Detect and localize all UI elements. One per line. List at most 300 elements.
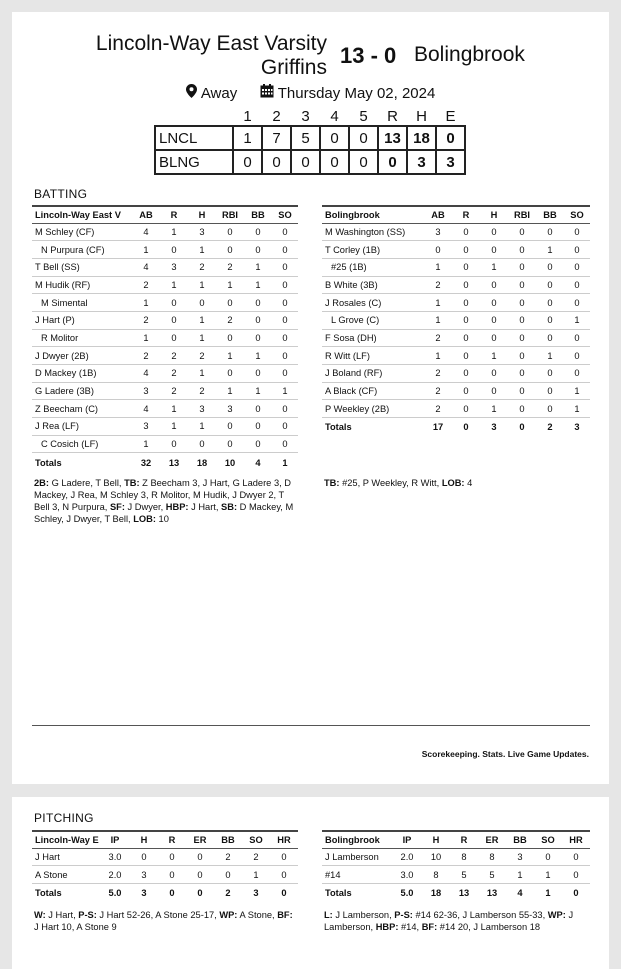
home-batting-stat-cell: 1 bbox=[188, 418, 216, 436]
away-batting-stat-cell: 1 bbox=[480, 258, 508, 276]
home-pitching-header-cell: Lincoln-Way E bbox=[32, 831, 100, 848]
away-batting-stat-cell: 0 bbox=[424, 241, 452, 259]
home-batting-stat-cell: 0 bbox=[244, 329, 272, 347]
home-batting-player-name: D Mackey (1B) bbox=[32, 365, 132, 383]
away-batting-stat-cell: 0 bbox=[536, 223, 564, 241]
home-pitching-header-cell: ER bbox=[186, 831, 214, 848]
away-batting-row bbox=[322, 329, 590, 347]
away-batting-stat-cell: 0 bbox=[536, 382, 564, 400]
linescore-cell: 5 bbox=[291, 126, 320, 150]
away-batting-stat-cell: 0 bbox=[508, 276, 536, 294]
home-pitching-stat-cell: 0 bbox=[158, 848, 186, 866]
batting-section-title: BATTING bbox=[34, 187, 88, 201]
away-pitching-stat-cell: 8 bbox=[450, 848, 478, 866]
note-text: 10 bbox=[155, 514, 169, 524]
home-batting-row bbox=[32, 258, 298, 276]
away-pitching-totals-cell: 4 bbox=[506, 883, 534, 902]
note-text: D Mackey, M Schley, J Dwyer, T Bell, bbox=[34, 502, 294, 524]
note-text: J Lamberson, bbox=[324, 910, 574, 932]
note-label: LOB: bbox=[441, 478, 465, 488]
away-batting-stat-cell: 0 bbox=[452, 382, 480, 400]
away-batting-totals-cell: 2 bbox=[536, 418, 564, 437]
away-batting-row bbox=[322, 347, 590, 365]
away-batting-stat-cell: 0 bbox=[508, 382, 536, 400]
away-batting-row bbox=[322, 276, 590, 294]
home-batting-stat-cell: 2 bbox=[188, 258, 216, 276]
home-batting-totals-cell: 32 bbox=[132, 453, 160, 472]
away-batting-stat-cell: 1 bbox=[564, 311, 590, 329]
away-batting-stat-cell: 0 bbox=[536, 258, 564, 276]
linescore-cell: 18 bbox=[407, 126, 436, 150]
home-batting-totals-row bbox=[32, 453, 298, 472]
away-batting-notes bbox=[324, 477, 586, 489]
home-pitching-stat-cell: 0 bbox=[214, 866, 242, 884]
home-team-name-line1: Lincoln-Way East Varsity bbox=[95, 32, 327, 55]
home-pitching-totals-cell: 3 bbox=[130, 883, 158, 902]
linescore-header-cell: 4 bbox=[330, 107, 339, 125]
away-batting-header-cell: AB bbox=[424, 206, 452, 223]
linescore-cell: 7 bbox=[262, 126, 291, 150]
home-batting-stat-cell: 0 bbox=[244, 223, 272, 241]
calendar-icon bbox=[260, 84, 274, 102]
home-batting-stat-cell: 1 bbox=[216, 347, 244, 365]
away-pitching-stat-cell: 10 bbox=[422, 848, 450, 866]
away-pitching-stat-cell: 8 bbox=[422, 866, 450, 884]
home-batting-stat-cell: 0 bbox=[272, 400, 298, 418]
location-label: Away bbox=[200, 84, 238, 102]
away-pitching-row bbox=[322, 848, 590, 866]
home-pitching-totals-cell: 5.0 bbox=[100, 883, 130, 902]
away-batting-stat-cell: 0 bbox=[564, 365, 590, 383]
home-batting-stat-cell: 0 bbox=[272, 311, 298, 329]
home-batting-stat-cell: 2 bbox=[160, 382, 188, 400]
note-text: 4 bbox=[464, 478, 473, 488]
note-label: WP: bbox=[547, 910, 566, 920]
note-label: P-S: bbox=[394, 910, 413, 920]
away-pitching-stat-cell: 5 bbox=[450, 866, 478, 884]
home-batting-stat-cell: 0 bbox=[244, 311, 272, 329]
home-pitching-row bbox=[32, 866, 298, 884]
home-batting-stat-cell: 3 bbox=[188, 223, 216, 241]
away-pitching-totals-cell: 5.0 bbox=[392, 883, 422, 902]
away-batting-totals-cell: 3 bbox=[564, 418, 590, 437]
home-batting-stat-cell: 1 bbox=[244, 258, 272, 276]
away-pitching-stat-cell: 5 bbox=[478, 866, 506, 884]
away-batting-stat-cell: 2 bbox=[424, 329, 452, 347]
away-pitching-stat-cell: 0 bbox=[562, 866, 590, 884]
away-batting-row bbox=[322, 311, 590, 329]
home-batting-stat-cell: 1 bbox=[244, 382, 272, 400]
away-batting-stat-cell: 0 bbox=[564, 223, 590, 241]
home-batting-stat-cell: 3 bbox=[216, 400, 244, 418]
away-batting-row bbox=[322, 365, 590, 383]
note-label: 2B: bbox=[34, 478, 49, 488]
home-batting-row bbox=[32, 365, 298, 383]
away-batting-stat-cell: 3 bbox=[424, 223, 452, 241]
linescore-cell: 0 bbox=[233, 150, 262, 174]
away-pitching-header-cell: H bbox=[422, 831, 450, 848]
away-batting-header-cell: R bbox=[452, 206, 480, 223]
away-pitching-header-cell: Bolingbrook bbox=[322, 831, 392, 848]
home-batting-stat-cell: 1 bbox=[188, 241, 216, 259]
away-batting-player-name: J Boland (RF) bbox=[322, 365, 424, 383]
linescore-header-cell: 2 bbox=[272, 107, 281, 125]
note-text: #14 62-36, J Lamberson 55-33, bbox=[412, 910, 548, 920]
away-batting-stat-cell: 0 bbox=[564, 294, 590, 312]
away-batting-stat-cell: 0 bbox=[564, 276, 590, 294]
home-batting-stat-cell: 0 bbox=[216, 294, 244, 312]
home-batting-stat-cell: 0 bbox=[244, 241, 272, 259]
home-batting-player-name: G Ladere (3B) bbox=[32, 382, 132, 400]
away-pitching-totals-cell: 0 bbox=[562, 883, 590, 902]
linescore-cell: 0 bbox=[320, 150, 349, 174]
linescore-header-cell: 3 bbox=[301, 107, 310, 125]
home-batting-stat-cell: 1 bbox=[132, 241, 160, 259]
home-batting-header-cell: Lincoln-Way East V bbox=[32, 206, 132, 223]
linescore-header-cell: 1 bbox=[243, 107, 252, 125]
away-pitching-header-cell: IP bbox=[392, 831, 422, 848]
home-batting-stat-cell: 1 bbox=[160, 418, 188, 436]
home-pitching-header-cell: SO bbox=[242, 831, 270, 848]
note-text: #14, bbox=[398, 922, 422, 932]
away-batting-totals-cell: Totals bbox=[322, 418, 424, 437]
home-pitching-notes bbox=[34, 909, 296, 933]
home-batting-stat-cell: 0 bbox=[272, 258, 298, 276]
away-batting-stat-cell: 0 bbox=[452, 365, 480, 383]
game-date: Thursday May 02, 2024 bbox=[277, 84, 436, 102]
away-batting-table bbox=[322, 205, 590, 437]
away-batting-stat-cell: 0 bbox=[508, 311, 536, 329]
home-batting-stat-cell: 0 bbox=[272, 435, 298, 453]
home-pitching-row bbox=[32, 848, 298, 866]
away-pitching-stat-cell: 1 bbox=[506, 866, 534, 884]
home-batting-stat-cell: 0 bbox=[244, 400, 272, 418]
home-batting-stat-cell: 1 bbox=[188, 311, 216, 329]
home-pitching-totals-cell: 2 bbox=[214, 883, 242, 902]
home-batting-stat-cell: 1 bbox=[132, 329, 160, 347]
away-batting-stat-cell: 0 bbox=[536, 400, 564, 418]
away-batting-stat-cell: 0 bbox=[508, 241, 536, 259]
away-batting-row bbox=[322, 223, 590, 241]
home-batting-stat-cell: 0 bbox=[272, 223, 298, 241]
away-batting-stat-cell: 0 bbox=[508, 294, 536, 312]
home-batting-header-cell: AB bbox=[132, 206, 160, 223]
away-batting-row bbox=[322, 258, 590, 276]
home-pitching-stat-cell: 0 bbox=[270, 848, 298, 866]
away-batting-stat-cell: 0 bbox=[480, 311, 508, 329]
linescore-cell: 3 bbox=[436, 150, 465, 174]
home-pitching-header-row bbox=[32, 831, 298, 848]
away-batting-stat-cell: 1 bbox=[480, 347, 508, 365]
home-batting-row bbox=[32, 435, 298, 453]
home-pitching-stat-cell: 3 bbox=[130, 866, 158, 884]
home-batting-stat-cell: 0 bbox=[188, 294, 216, 312]
away-batting-player-name: #25 (1B) bbox=[322, 258, 424, 276]
linescore-header-cell: E bbox=[445, 107, 456, 125]
home-batting-stat-cell: 2 bbox=[132, 276, 160, 294]
away-pitching-totals-row bbox=[322, 883, 590, 902]
home-batting-row bbox=[32, 400, 298, 418]
away-batting-header-cell: H bbox=[480, 206, 508, 223]
home-team-name bbox=[82, 32, 327, 80]
home-batting-stat-cell: 0 bbox=[216, 418, 244, 436]
home-batting-totals-cell: 10 bbox=[216, 453, 244, 472]
home-pitching-stat-cell: 0 bbox=[186, 848, 214, 866]
home-batting-player-name: J Rea (LF) bbox=[32, 418, 132, 436]
away-pitching-header-cell: HR bbox=[562, 831, 590, 848]
linescore-team: BLNG bbox=[155, 150, 233, 174]
home-batting-header-row bbox=[32, 206, 298, 223]
linescore-team: LNCL bbox=[155, 126, 233, 150]
home-pitching-stat-cell: 2 bbox=[214, 848, 242, 866]
home-batting-stat-cell: 1 bbox=[160, 276, 188, 294]
away-pitching-stat-cell: 8 bbox=[478, 848, 506, 866]
note-text: J Lamberson, bbox=[332, 910, 395, 920]
away-batting-player-name: F Sosa (DH) bbox=[322, 329, 424, 347]
home-batting-stat-cell: 1 bbox=[216, 382, 244, 400]
home-pitching-stat-cell: 0 bbox=[270, 866, 298, 884]
home-batting-player-name: R Molitor bbox=[32, 329, 132, 347]
away-batting-stat-cell: 1 bbox=[424, 258, 452, 276]
note-label: WP: bbox=[219, 910, 238, 920]
home-batting-header-cell: SO bbox=[272, 206, 298, 223]
home-pitching-header-cell: R bbox=[158, 831, 186, 848]
home-batting-row bbox=[32, 382, 298, 400]
away-batting-stat-cell: 1 bbox=[536, 347, 564, 365]
home-batting-stat-cell: 1 bbox=[188, 365, 216, 383]
away-batting-stat-cell: 0 bbox=[452, 294, 480, 312]
away-pitching-totals-cell: 13 bbox=[450, 883, 478, 902]
home-batting-player-name: C Cosich (LF) bbox=[32, 435, 132, 453]
note-text: Z Beecham 3, J Hart, G Ladere 3, D Mackey, J Rea, M Schley 3, R Molitor, M Hudik, J Dwyer 2, T Bell 3, N Purpura, bbox=[34, 478, 291, 512]
away-batting-stat-cell: 0 bbox=[536, 294, 564, 312]
pitching-section-title: PITCHING bbox=[34, 811, 94, 825]
home-batting-stat-cell: 0 bbox=[272, 241, 298, 259]
home-batting-stat-cell: 4 bbox=[132, 258, 160, 276]
home-pitching-player-name: A Stone bbox=[32, 866, 100, 884]
home-pitching-stat-cell: 0 bbox=[186, 866, 214, 884]
home-batting-stat-cell: 0 bbox=[216, 241, 244, 259]
away-batting-totals-cell: 17 bbox=[424, 418, 452, 437]
linescore-header-cell bbox=[155, 107, 233, 126]
home-pitching-totals-row bbox=[32, 883, 298, 902]
home-pitching-stat-cell: 0 bbox=[158, 866, 186, 884]
note-label: SB: bbox=[221, 502, 238, 512]
home-batting-row bbox=[32, 418, 298, 436]
away-batting-stat-cell: 0 bbox=[536, 311, 564, 329]
away-pitching-row bbox=[322, 866, 590, 884]
away-batting-stat-cell: 2 bbox=[424, 365, 452, 383]
home-batting-stat-cell: 0 bbox=[160, 435, 188, 453]
away-batting-stat-cell: 0 bbox=[480, 365, 508, 383]
home-batting-row bbox=[32, 241, 298, 259]
away-pitching-totals-cell: 1 bbox=[534, 883, 562, 902]
away-batting-stat-cell: 1 bbox=[564, 400, 590, 418]
away-batting-totals-cell: 3 bbox=[480, 418, 508, 437]
pitching-page bbox=[12, 797, 609, 969]
note-text: #25, P Weekley, R Witt, bbox=[339, 478, 442, 488]
away-batting-row bbox=[322, 382, 590, 400]
note-text: J Hart, bbox=[188, 502, 222, 512]
home-batting-stat-cell: 1 bbox=[188, 329, 216, 347]
note-label: SF: bbox=[109, 502, 125, 512]
note-label: BF: bbox=[277, 910, 293, 920]
home-pitching-header-cell: H bbox=[130, 831, 158, 848]
home-batting-stat-cell: 1 bbox=[188, 276, 216, 294]
away-batting-stat-cell: 0 bbox=[564, 347, 590, 365]
away-pitching-stat-cell: 3 bbox=[506, 848, 534, 866]
away-batting-header-cell: SO bbox=[564, 206, 590, 223]
away-batting-stat-cell: 0 bbox=[452, 400, 480, 418]
linescore-cell: 3 bbox=[407, 150, 436, 174]
away-batting-player-name: J Rosales (C) bbox=[322, 294, 424, 312]
away-pitching-totals-cell: 18 bbox=[422, 883, 450, 902]
away-pitching-header-cell: SO bbox=[534, 831, 562, 848]
home-pitching-totals-cell: 0 bbox=[158, 883, 186, 902]
note-label: HBP: bbox=[165, 502, 189, 512]
home-batting-stat-cell: 3 bbox=[132, 382, 160, 400]
home-pitching-header-cell: IP bbox=[100, 831, 130, 848]
away-pitching-stat-cell: 0 bbox=[534, 848, 562, 866]
home-batting-stat-cell: 0 bbox=[160, 241, 188, 259]
away-batting-row bbox=[322, 241, 590, 259]
linescore-row bbox=[155, 150, 465, 174]
home-batting-stat-cell: 2 bbox=[132, 311, 160, 329]
away-batting-header-cell: BB bbox=[536, 206, 564, 223]
home-batting-stat-cell: 0 bbox=[160, 311, 188, 329]
away-pitching-player-name: J Lamberson bbox=[322, 848, 392, 866]
away-batting-stat-cell: 0 bbox=[508, 400, 536, 418]
home-batting-totals-cell: 18 bbox=[188, 453, 216, 472]
game-meta bbox=[12, 84, 609, 102]
away-batting-header-row bbox=[322, 206, 590, 223]
linescore-header-cell: 5 bbox=[359, 107, 368, 125]
away-pitching-stat-cell: 3.0 bbox=[392, 866, 422, 884]
away-batting-stat-cell: 0 bbox=[536, 365, 564, 383]
away-batting-stat-cell: 0 bbox=[452, 311, 480, 329]
home-pitching-totals-cell: 0 bbox=[186, 883, 214, 902]
home-batting-player-name: M Simental bbox=[32, 294, 132, 312]
away-batting-row bbox=[322, 400, 590, 418]
home-batting-row bbox=[32, 223, 298, 241]
home-batting-totals-cell: 4 bbox=[244, 453, 272, 472]
home-pitching-stat-cell: 0 bbox=[130, 848, 158, 866]
home-batting-totals-cell: 13 bbox=[160, 453, 188, 472]
home-batting-header-cell: BB bbox=[244, 206, 272, 223]
home-batting-stat-cell: 2 bbox=[216, 258, 244, 276]
away-batting-stat-cell: 1 bbox=[480, 400, 508, 418]
note-text: G Ladere, T Bell, bbox=[48, 478, 125, 488]
note-label: LOB: bbox=[133, 514, 156, 524]
home-batting-stat-cell: 3 bbox=[132, 418, 160, 436]
home-batting-stat-cell: 0 bbox=[216, 329, 244, 347]
home-batting-stat-cell: 0 bbox=[244, 365, 272, 383]
home-batting-player-name: J Hart (P) bbox=[32, 311, 132, 329]
away-batting-stat-cell: 0 bbox=[480, 241, 508, 259]
linescore-cell: 0 bbox=[349, 126, 378, 150]
note-text: J Dwyer, bbox=[124, 502, 166, 512]
away-batting-header-cell: Bolingbrook bbox=[322, 206, 424, 223]
home-batting-stat-cell: 2 bbox=[160, 365, 188, 383]
home-batting-stat-cell: 4 bbox=[132, 365, 160, 383]
note-label: TB: bbox=[324, 478, 340, 488]
note-label: HBP: bbox=[375, 922, 399, 932]
away-batting-stat-cell: 1 bbox=[424, 347, 452, 365]
home-batting-stat-cell: 0 bbox=[244, 294, 272, 312]
linescore-cell: 0 bbox=[436, 126, 465, 150]
home-batting-stat-cell: 0 bbox=[272, 329, 298, 347]
away-batting-stat-cell: 0 bbox=[480, 329, 508, 347]
home-batting-player-name: T Bell (SS) bbox=[32, 258, 132, 276]
footer-divider bbox=[32, 725, 590, 726]
away-batting-stat-cell: 0 bbox=[564, 241, 590, 259]
home-batting-totals-cell: Totals bbox=[32, 453, 132, 472]
note-text: J Hart 10, A Stone 9 bbox=[34, 922, 117, 932]
home-pitching-stat-cell: 1 bbox=[242, 866, 270, 884]
away-pitching-table bbox=[322, 830, 590, 902]
away-batting-stat-cell: 0 bbox=[508, 223, 536, 241]
linescore-cell: 1 bbox=[233, 126, 262, 150]
home-batting-stat-cell: 3 bbox=[188, 400, 216, 418]
home-batting-stat-cell: 0 bbox=[272, 294, 298, 312]
away-pitching-player-name: #14 bbox=[322, 866, 392, 884]
linescore-header-cell: H bbox=[416, 107, 427, 125]
home-batting-stat-cell: 0 bbox=[216, 223, 244, 241]
home-batting-row bbox=[32, 276, 298, 294]
home-batting-player-name: N Purpura (CF) bbox=[32, 241, 132, 259]
away-batting-totals-cell: 0 bbox=[452, 418, 480, 437]
boxscore-page bbox=[12, 12, 609, 784]
linescore-cell: 0 bbox=[320, 126, 349, 150]
home-batting-stat-cell: 0 bbox=[272, 347, 298, 365]
home-batting-stat-cell: 0 bbox=[244, 418, 272, 436]
away-pitching-stat-cell: 2.0 bbox=[392, 848, 422, 866]
home-batting-stat-cell: 0 bbox=[160, 329, 188, 347]
home-pitching-player-name: J Hart bbox=[32, 848, 100, 866]
note-label: BF: bbox=[421, 922, 438, 932]
note-label: P-S: bbox=[78, 910, 97, 920]
away-batting-stat-cell: 0 bbox=[480, 382, 508, 400]
away-batting-stat-cell: 0 bbox=[508, 365, 536, 383]
home-batting-stat-cell: 1 bbox=[132, 294, 160, 312]
away-batting-totals-cell: 0 bbox=[508, 418, 536, 437]
linescore-cell: 0 bbox=[349, 150, 378, 174]
away-batting-stat-cell: 1 bbox=[536, 241, 564, 259]
linescore-cell: 0 bbox=[262, 150, 291, 174]
away-batting-stat-cell: 0 bbox=[452, 241, 480, 259]
away-batting-player-name: T Corley (1B) bbox=[322, 241, 424, 259]
linescore-cell: 0 bbox=[378, 150, 407, 174]
away-batting-stat-cell: 0 bbox=[480, 276, 508, 294]
home-batting-player-name: M Hudik (RF) bbox=[32, 276, 132, 294]
linescore-cell: 13 bbox=[378, 126, 407, 150]
home-pitching-totals-cell: 0 bbox=[270, 883, 298, 902]
away-batting-stat-cell: 0 bbox=[508, 347, 536, 365]
away-batting-stat-cell: 0 bbox=[452, 329, 480, 347]
away-batting-stat-cell: 2 bbox=[424, 400, 452, 418]
away-batting-header-cell: RBI bbox=[508, 206, 536, 223]
away-batting-row bbox=[322, 294, 590, 312]
home-batting-stat-cell: 0 bbox=[272, 276, 298, 294]
home-pitching-stat-cell: 3.0 bbox=[100, 848, 130, 866]
away-batting-stat-cell: 1 bbox=[424, 294, 452, 312]
away-pitching-totals-cell: 13 bbox=[478, 883, 506, 902]
home-batting-stat-cell: 1 bbox=[244, 276, 272, 294]
home-pitching-stat-cell: 2 bbox=[242, 848, 270, 866]
home-batting-row bbox=[32, 347, 298, 365]
home-batting-player-name: Z Beecham (C) bbox=[32, 400, 132, 418]
away-batting-player-name: A Black (CF) bbox=[322, 382, 424, 400]
